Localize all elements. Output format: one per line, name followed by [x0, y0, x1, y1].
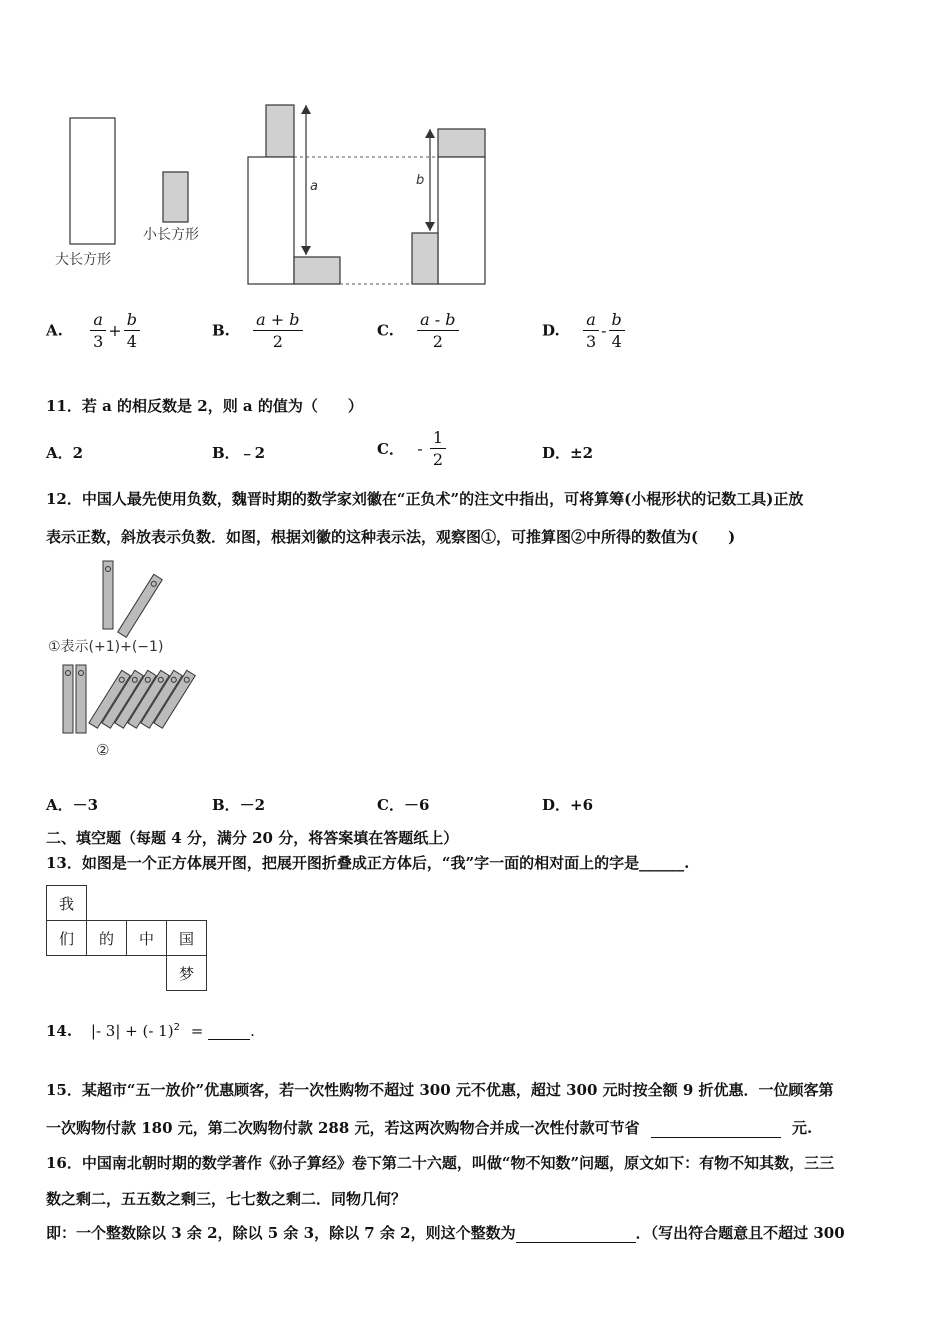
cube-face: 的 [87, 921, 127, 956]
q15-line1: 15．某超市“五一放价”优惠顾客，若一次性购物不超过 300 元不优惠，超过 300 元时按全额 9 折优惠．一位顾客第 [46, 1081, 834, 1099]
q11-option-b[interactable]: B．﹣2 [212, 444, 266, 462]
rods-caption-2: ② [96, 741, 110, 759]
cube-face: 们 [47, 921, 87, 956]
cube-face: 中 [127, 921, 167, 956]
fraction: $\frac{a - b}{2}$ [417, 310, 458, 351]
fraction: $\frac{b}{4}$ [609, 310, 625, 351]
fraction: $\frac{a}{3}$ [90, 310, 106, 351]
q14-answer-blank[interactable] [208, 1039, 250, 1040]
rectangles-figure [50, 100, 500, 295]
big-rectangle-label: 大长方形 [55, 252, 111, 268]
q11-option-d[interactable]: D．±2 [542, 444, 594, 462]
q16-answer-blank[interactable] [516, 1242, 636, 1243]
q11-stem: 11．若 a 的相反数是 2，则 a 的值为（ ） [46, 397, 363, 415]
b-label: b [416, 173, 425, 188]
q10-option-a[interactable]: A. $\frac{a}{3}$ + $\frac{b}{4}$ [46, 310, 140, 351]
rods-caption-1: ①表示(+1)+(−1) [48, 639, 164, 655]
q15-line2: 一次购物付款 180 元，第二次购物付款 288 元，若这两次购物合并成一次性付款可节省 元. [46, 1119, 813, 1137]
q12-line1: 12．中国人最先使用负数，魏晋时期的数学家刘徽在“正负术”的注文中指出，可将算筹(小棍形状的记数工具)正放 [46, 490, 804, 508]
q10-option-b[interactable]: B. $\frac{a + b}{2}$ [212, 310, 303, 351]
fraction: $\frac{1}{2}$ [430, 428, 446, 469]
fraction: $\frac{a + b}{2}$ [253, 310, 302, 351]
fraction: $\frac{a}{3}$ [583, 310, 599, 351]
cube-face: 我 [47, 886, 87, 921]
big-rectangle [70, 118, 115, 244]
cube-net [46, 885, 207, 991]
q16-line3: 即：一个整数除以 3 余 2，除以 5 余 3，除以 7 余 2，则这个整数为 ．（写出符合题意且不超过 300 [46, 1224, 845, 1242]
q13-stem: 13．如图是一个正方体展开图，把展开图折叠成正方体后，“我”字一面的相对面上的字是______. [46, 854, 690, 872]
a-label: a [310, 179, 318, 194]
q12-option-c[interactable]: C．－6 [377, 796, 430, 814]
q14: 14. |- 3| + (- 1)$^2$ = . [46, 1022, 255, 1040]
cube-face: 国 [167, 921, 207, 956]
q16-line2: 数之剩二，五五数之剩三，七七数之剩二．同物几何？ [46, 1190, 407, 1208]
q12-line2: 表示正数，斜放表示负数．如图，根据刘徽的这种表示法，观察图①，可推算图②中所得的数值为( ) [46, 528, 736, 546]
cube-face: 梦 [167, 956, 207, 991]
q10-option-c[interactable]: C. $\frac{a - b}{2}$ [377, 310, 459, 351]
q14-expression: |- 3| + (- 1) [90, 1022, 174, 1040]
counting-rods-figure [46, 555, 206, 765]
q12-option-a[interactable]: A．－3 [46, 796, 99, 814]
q10-option-d[interactable]: D. $\frac{a}{3}$ - $\frac{b}{4}$ [542, 310, 625, 351]
q15-answer-blank[interactable] [651, 1137, 781, 1138]
fraction: $\frac{b}{4}$ [124, 310, 140, 351]
q11-option-c[interactable]: C． - $\frac{1}{2}$ [377, 428, 446, 469]
small-rectangle [163, 172, 188, 222]
q11-option-a[interactable]: A．2 [46, 444, 84, 462]
small-rectangle-label: 小长方形 [143, 227, 199, 243]
section-2-heading: 二、填空题（每题 4 分，满分 20 分，将答案填在答题纸上） [46, 829, 459, 847]
q12-option-d[interactable]: D．+6 [542, 796, 594, 814]
q12-option-b[interactable]: B．－2 [212, 796, 266, 814]
q16-line1: 16．中国南北朝时期的数学著作《孙子算经》卷下第二十六题，叫做“物不知数”问题，原文如下：有物不知其数，三三 [46, 1154, 835, 1172]
